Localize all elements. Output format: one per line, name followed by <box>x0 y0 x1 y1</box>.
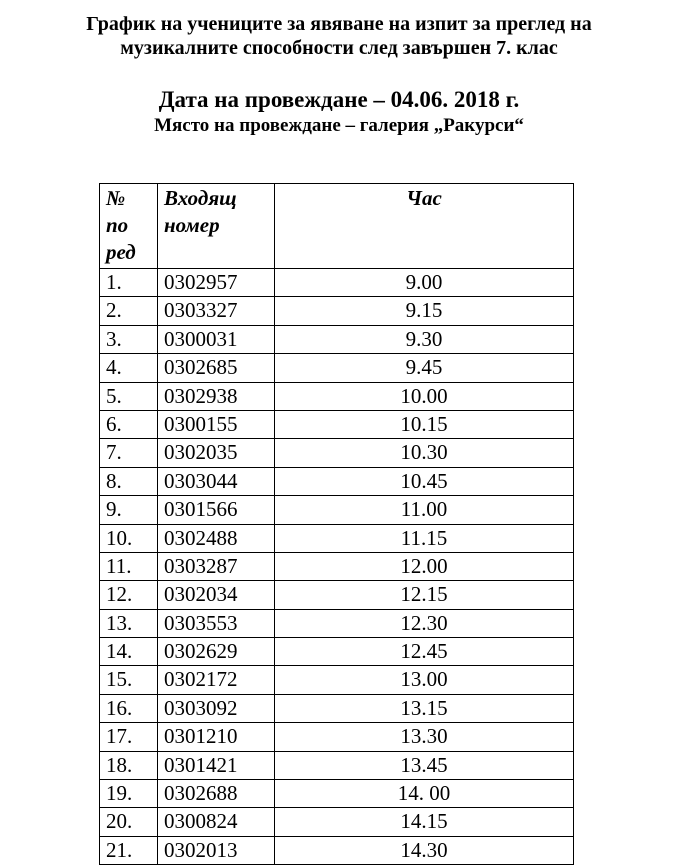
table-row <box>100 666 574 694</box>
exam-time: 12.15 <box>275 581 574 609</box>
table-row <box>100 638 574 666</box>
exam-time: 10.45 <box>275 467 574 495</box>
exam-time: 11.15 <box>275 524 574 552</box>
exam-time: 13.00 <box>275 666 574 694</box>
incoming-number: 0303327 <box>158 297 275 325</box>
table-row <box>100 723 574 751</box>
table-row <box>100 467 574 495</box>
incoming-number: 0302035 <box>158 439 275 467</box>
exam-time: 9.00 <box>275 269 574 297</box>
exam-place: Място на провеждане – галерия „Ракурси“ <box>154 115 524 136</box>
schedule-table <box>99 183 574 865</box>
incoming-number: 0302172 <box>158 666 275 694</box>
row-number: 6. <box>100 410 158 438</box>
incoming-number: 0300155 <box>158 410 275 438</box>
incoming-number: 0302629 <box>158 638 275 666</box>
row-number: 3. <box>100 325 158 353</box>
exam-time: 11.00 <box>275 496 574 524</box>
table-row <box>100 581 574 609</box>
incoming-number: 0302957 <box>158 269 275 297</box>
incoming-number: 0302488 <box>158 524 275 552</box>
row-number: 20. <box>100 808 158 836</box>
row-number: 16. <box>100 694 158 722</box>
exam-time: 10.30 <box>275 439 574 467</box>
incoming-number: 0301210 <box>158 723 275 751</box>
exam-time: 10.00 <box>275 382 574 410</box>
row-number: 12. <box>100 581 158 609</box>
incoming-number: 0303092 <box>158 694 275 722</box>
incoming-number: 0300824 <box>158 808 275 836</box>
exam-time: 14.15 <box>275 808 574 836</box>
table-row <box>100 694 574 722</box>
table-row <box>100 836 574 864</box>
table-row <box>100 780 574 808</box>
incoming-number: 0302685 <box>158 354 275 382</box>
incoming-number: 0302034 <box>158 581 275 609</box>
row-number: 13. <box>100 609 158 637</box>
table-row <box>100 609 574 637</box>
table-row <box>100 524 574 552</box>
row-number: 1. <box>100 269 158 297</box>
row-number: 2. <box>100 297 158 325</box>
header-number: № по ред <box>100 184 158 269</box>
header-incoming-number: Входящ номер <box>158 184 275 269</box>
table-header-row <box>100 184 574 269</box>
exam-time: 9.45 <box>275 354 574 382</box>
row-number: 15. <box>100 666 158 694</box>
exam-time: 13.30 <box>275 723 574 751</box>
exam-time: 9.15 <box>275 297 574 325</box>
row-number: 18. <box>100 751 158 779</box>
row-number: 7. <box>100 439 158 467</box>
row-number: 9. <box>100 496 158 524</box>
exam-time: 12.30 <box>275 609 574 637</box>
row-number: 5. <box>100 382 158 410</box>
incoming-number: 0301421 <box>158 751 275 779</box>
incoming-number: 0302688 <box>158 780 275 808</box>
row-number: 4. <box>100 354 158 382</box>
incoming-number: 0300031 <box>158 325 275 353</box>
table-body <box>100 269 574 865</box>
table-row <box>100 269 574 297</box>
incoming-number: 0302013 <box>158 836 275 864</box>
table-row <box>100 439 574 467</box>
row-number: 21. <box>100 836 158 864</box>
incoming-number: 0302938 <box>158 382 275 410</box>
exam-time: 14. 00 <box>275 780 574 808</box>
exam-time: 12.45 <box>275 638 574 666</box>
exam-time: 10.15 <box>275 410 574 438</box>
row-number: 11. <box>100 552 158 580</box>
incoming-number: 0301566 <box>158 496 275 524</box>
exam-date: Дата на провеждане – 04.06. 2018 г. <box>158 87 520 112</box>
table-row <box>100 410 574 438</box>
row-number: 17. <box>100 723 158 751</box>
exam-time: 9.30 <box>275 325 574 353</box>
table-row <box>100 297 574 325</box>
incoming-number: 0303553 <box>158 609 275 637</box>
exam-time: 14.30 <box>275 836 574 864</box>
header-hour: Час <box>275 184 574 269</box>
table-row <box>100 496 574 524</box>
incoming-number: 0303287 <box>158 552 275 580</box>
document-title-line-1: График на учениците за явяване на изпит за преглед на <box>86 13 592 35</box>
row-number: 19. <box>100 780 158 808</box>
document-title-line-2: музикалните способности след завършен 7. клас <box>120 37 558 59</box>
table-row <box>100 382 574 410</box>
row-number: 14. <box>100 638 158 666</box>
table-row <box>100 808 574 836</box>
incoming-number: 0303044 <box>158 467 275 495</box>
table-row <box>100 751 574 779</box>
exam-time: 12.00 <box>275 552 574 580</box>
row-number: 8. <box>100 467 158 495</box>
table-row <box>100 325 574 353</box>
table-row <box>100 354 574 382</box>
table-row <box>100 552 574 580</box>
exam-time: 13.45 <box>275 751 574 779</box>
exam-time: 13.15 <box>275 694 574 722</box>
row-number: 10. <box>100 524 158 552</box>
